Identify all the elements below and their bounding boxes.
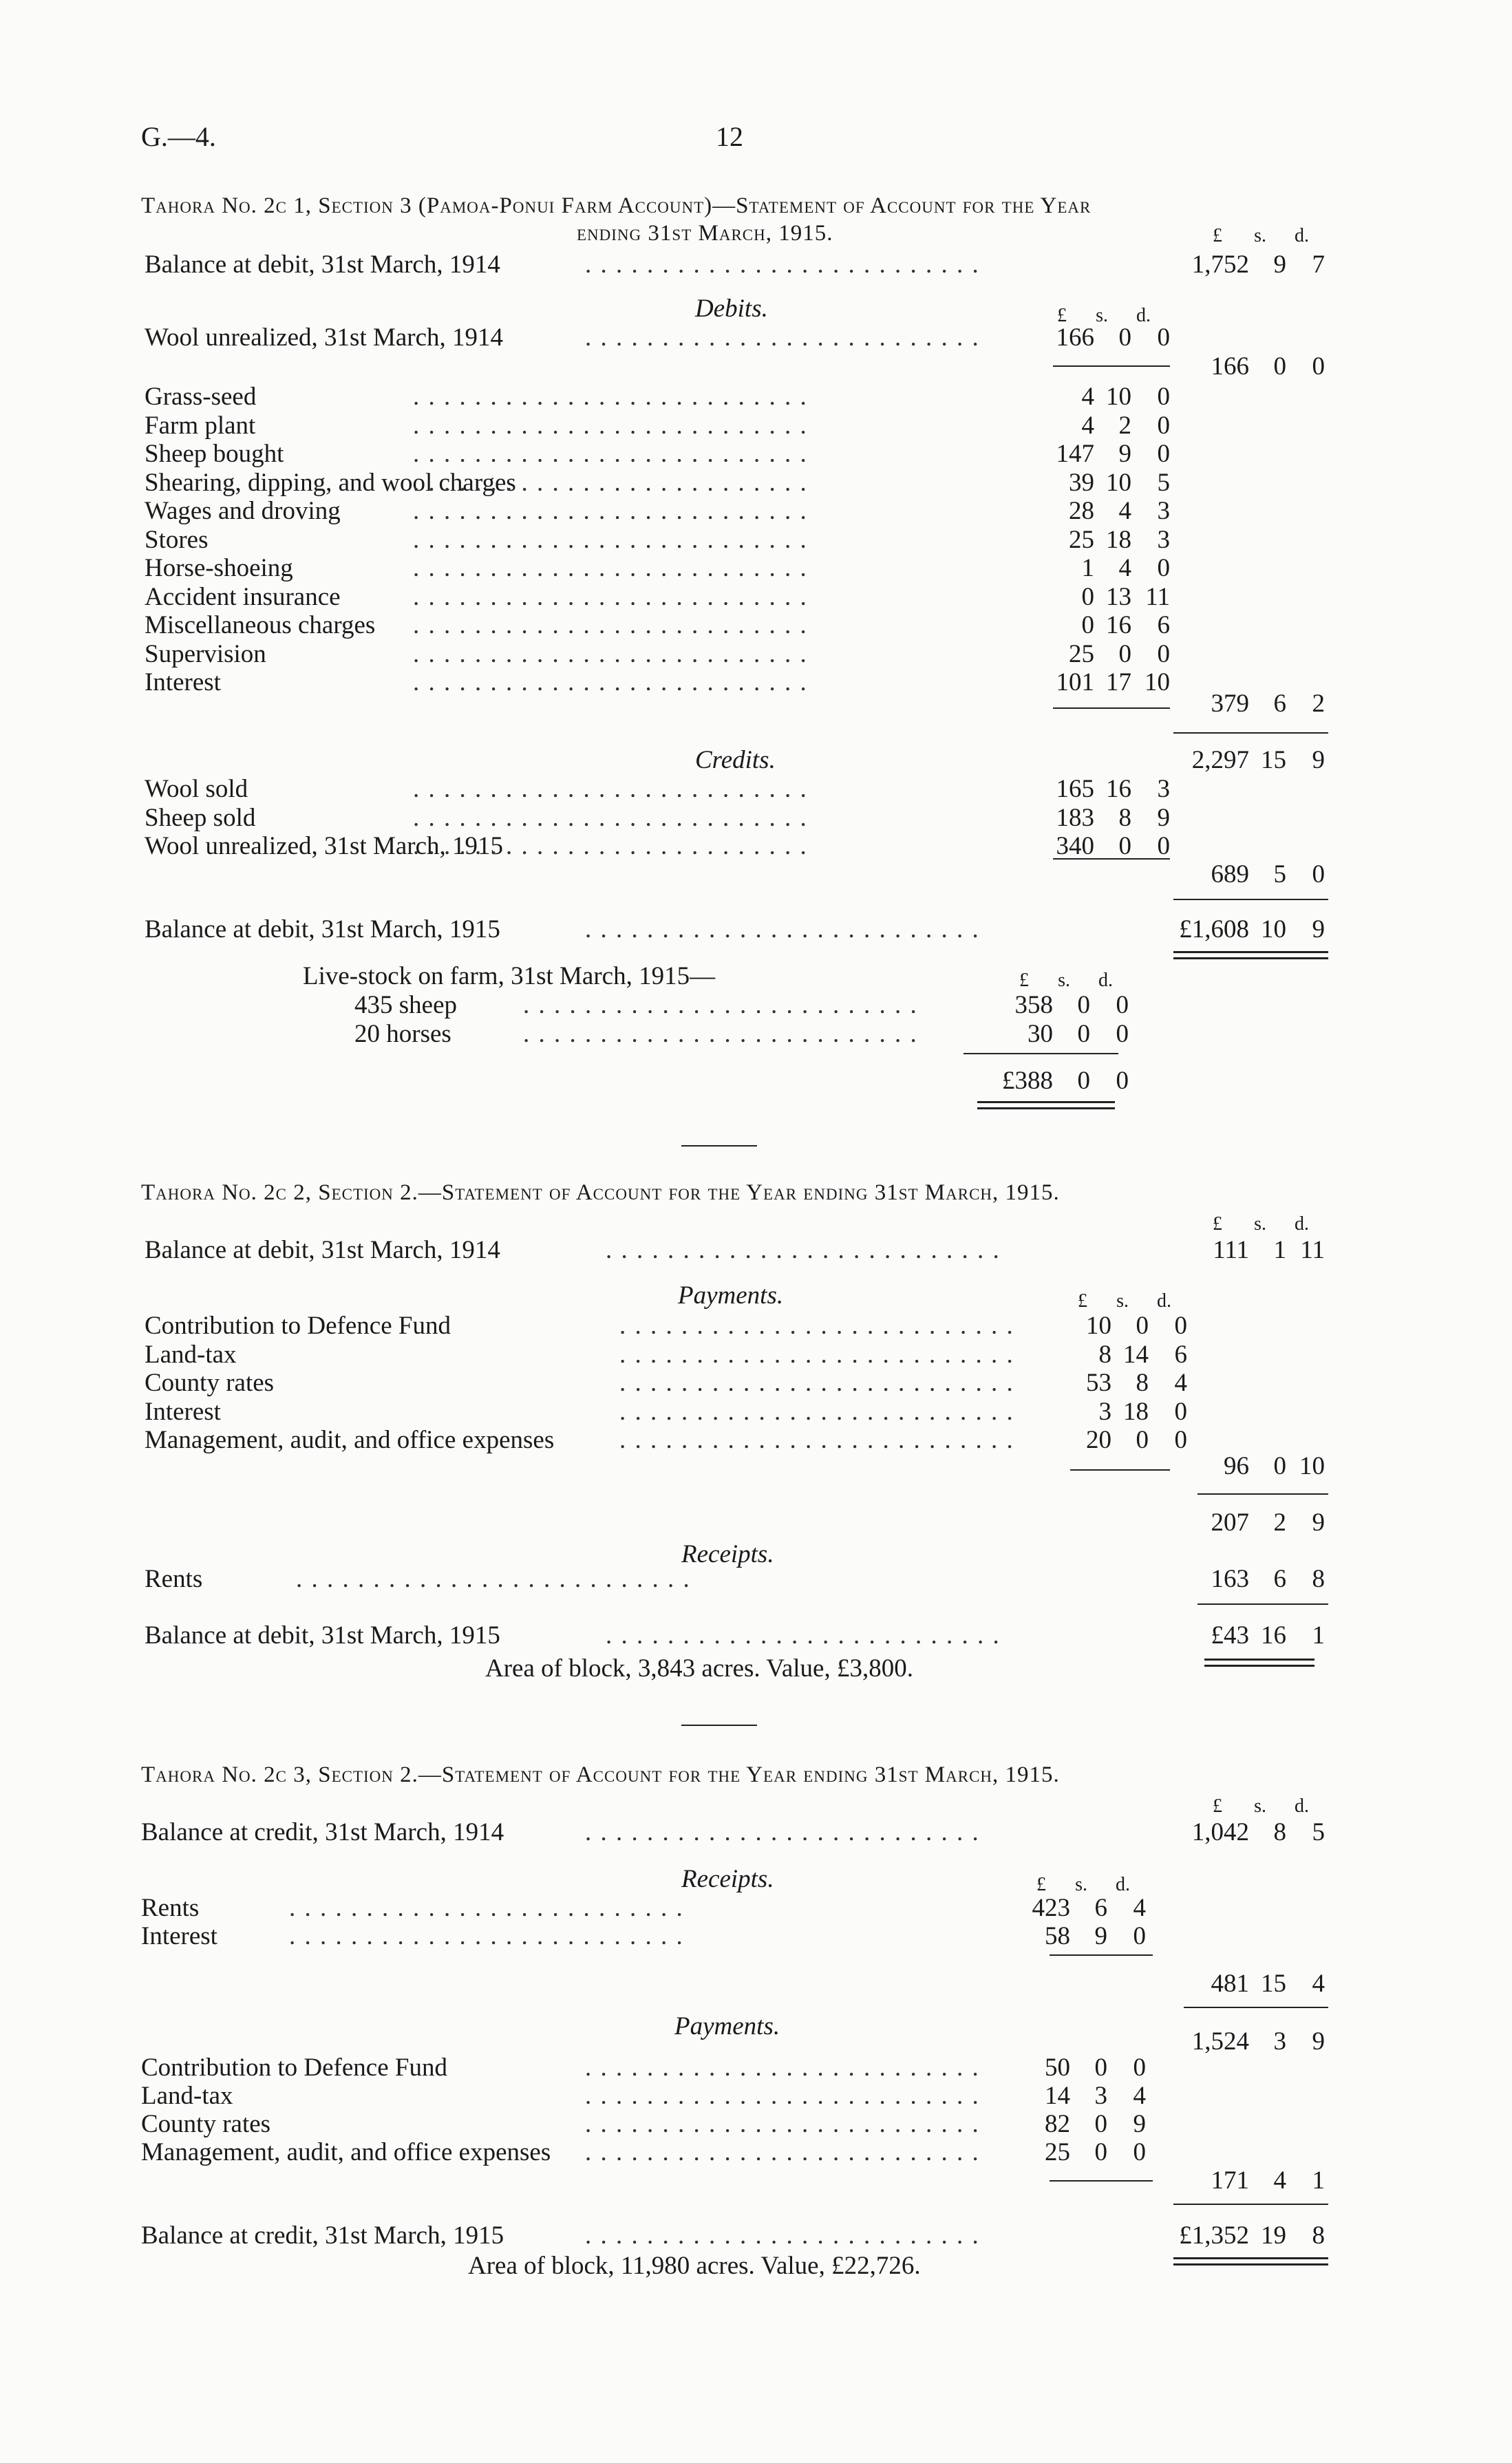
- rule: [1197, 1603, 1328, 1605]
- lsd-header: £ s. d.: [1078, 1290, 1171, 1312]
- ledger-row-label: Shearing, dipping, and wool charges: [145, 468, 516, 497]
- opening-balance-label: Balance at credit, 31st March, 1914: [141, 1818, 504, 1846]
- rule: [1184, 2007, 1328, 2008]
- leader-dots: . . . . . . . . . . . . . . . . . . . . . . . . . .: [523, 991, 918, 1019]
- ledger-row-label: Management, audit, and office expenses: [141, 2138, 551, 2166]
- rule: [1197, 1493, 1328, 1495]
- leader-dots: . . . . . . . . . . . . . . . . . . . . . . . . . .: [413, 497, 808, 525]
- leader-dots: . . . . . . . . . . . . . . . . . . . . . . . . . .: [619, 1312, 1014, 1340]
- leader-dots: . . . . . . . . . . . . . . . . . . . . . . . . . .: [289, 1894, 684, 1922]
- leader-dots: . . . . . . . . . . . . . . . . . . . . . . . . . .: [619, 1397, 1014, 1426]
- leader-dots: . . . . . . . . . . . . . . . . . . . . . . . . . .: [413, 468, 808, 497]
- double-rule: [1173, 2257, 1328, 2265]
- ledger-row-label: Stores: [145, 525, 209, 554]
- ledger-row-label: Sheep bought: [145, 440, 284, 468]
- ledger-row-label: Wages and droving: [145, 497, 341, 525]
- rule: [1173, 732, 1328, 734]
- leader-dots: . . . . . . . . . . . . . . . . . . . . . . . . . .: [413, 611, 808, 639]
- payments-heading: Payments.: [674, 2012, 780, 2040]
- section-divider: [681, 1145, 757, 1147]
- receipts-heading: Receipts.: [681, 1865, 774, 1893]
- section-divider: [681, 1725, 757, 1726]
- leader-dots: . . . . . . . . . . . . . . . . . . . . . . . . . .: [413, 411, 808, 440]
- wool-unrealized-label: Wool unrealized, 31st March, 1914: [145, 323, 504, 352]
- leader-dots: . . . . . . . . . . . . . . . . . . . . . . . . . .: [289, 1922, 684, 1950]
- ledger-row-label: Contribution to Defence Fund: [141, 2054, 447, 2082]
- leader-dots: . . . . . . . . . . . . . . . . . . . . . . . . . .: [585, 2221, 980, 2250]
- rule: [1173, 899, 1328, 900]
- leader-dots: . . . . . . . . . . . . . . . . . . . . . . . . . .: [585, 2138, 980, 2166]
- ledger-row-label: Interest: [141, 1922, 217, 1950]
- leader-dots: . . . . . . . . . . . . . . . . . . . . . . . . . .: [413, 803, 808, 832]
- ledger-row-label: County rates: [141, 2110, 271, 2138]
- ledger-row-label: Interest: [145, 1397, 221, 1426]
- leader-dots: . . . . . . . . . . . . . . . . . . . . . . . . . .: [606, 1236, 1001, 1264]
- rule: [1053, 365, 1170, 367]
- leader-dots: . . . . . . . . . . . . . . . . . . . . . . . . . .: [585, 250, 980, 279]
- opening-balance-label: Balance at debit, 31st March, 1914: [145, 1236, 500, 1264]
- leader-dots: . . . . . . . . . . . . . . . . . . . . . . . . . .: [585, 2110, 980, 2138]
- leader-dots: . . . . . . . . . . . . . . . . . . . . . . . . . .: [413, 832, 808, 860]
- leader-dots: . . . . . . . . . . . . . . . . . . . . . . . . . .: [523, 1019, 918, 1048]
- double-rule: [1204, 1659, 1314, 1667]
- block-area-value-note: Area of block, 3,843 acres. Value, £3,800.: [485, 1654, 913, 1683]
- closing-balance-label: Balance at debit, 31st March, 1915: [145, 915, 500, 943]
- ledger-row-label: Wool unrealized, 31st March, 1915: [145, 832, 504, 860]
- rule: [1173, 2204, 1328, 2205]
- opening-balance-label: Balance at debit, 31st March, 1914: [145, 250, 500, 279]
- lsd-header: £ s. d.: [1213, 1213, 1309, 1235]
- double-rule: [977, 1101, 1115, 1109]
- closing-balance-label: Balance at credit, 31st March, 1915: [141, 2221, 504, 2250]
- block-area-value-note: Area of block, 11,980 acres. Value, £22,726.: [468, 2252, 921, 2280]
- section-title-continued: ending 31st March, 1915.: [577, 221, 833, 246]
- lsd-header: £ s. d.: [1036, 1874, 1130, 1895]
- leader-dots: . . . . . . . . . . . . . . . . . . . . . . . . . .: [619, 1369, 1014, 1397]
- ledger-row-label: Wool sold: [145, 775, 248, 803]
- leader-dots: . . . . . . . . . . . . . . . . . . . . . . . . . .: [585, 2082, 980, 2110]
- lsd-header: £ s. d.: [1019, 970, 1113, 991]
- ledger-row-label: County rates: [145, 1369, 275, 1397]
- rule: [1053, 707, 1170, 709]
- rule: [1053, 858, 1170, 860]
- page-reference: G.—4.: [141, 121, 216, 152]
- leader-dots: . . . . . . . . . . . . . . . . . . . . . . . . . .: [413, 582, 808, 611]
- leader-dots: . . . . . . . . . . . . . . . . . . . . . . . . . .: [413, 383, 808, 411]
- leader-dots: . . . . . . . . . . . . . . . . . . . . . . . . . .: [413, 525, 808, 554]
- leader-dots: . . . . . . . . . . . . . . . . . . . . . . . . . .: [296, 1565, 691, 1593]
- ledger-row-label: 435 sheep: [354, 991, 457, 1019]
- payments-heading: Payments.: [678, 1281, 784, 1310]
- rule: [963, 1053, 1118, 1054]
- leader-dots: . . . . . . . . . . . . . . . . . . . . . . . . . .: [413, 668, 808, 696]
- closing-balance-label: Balance at debit, 31st March, 1915: [145, 1621, 500, 1650]
- leader-dots: . . . . . . . . . . . . . . . . . . . . . . . . . .: [413, 775, 808, 803]
- leader-dots: . . . . . . . . . . . . . . . . . . . . . . . . . .: [413, 554, 808, 582]
- section-title: Tahora No. 2c 2, Section 2.—Statement of Account for the Year ending 31st March, 1915.: [141, 1180, 1060, 1205]
- leader-dots: . . . . . . . . . . . . . . . . . . . . . . . . . .: [606, 1621, 1001, 1650]
- ledger-row-label: Miscellaneous charges: [145, 611, 376, 639]
- ledger-row-label: Management, audit, and office expenses: [145, 1426, 555, 1454]
- leader-dots: . . . . . . . . . . . . . . . . . . . . . . . . . .: [413, 639, 808, 668]
- receipts-heading: Receipts.: [681, 1540, 774, 1568]
- ledger-row-label: Land-tax: [141, 2082, 233, 2110]
- lsd-header: £ s. d.: [1213, 225, 1309, 246]
- rule: [1050, 1954, 1153, 1956]
- section-title: Tahora No. 2c 3, Section 2.—Statement of Account for the Year ending 31st March, 1915.: [141, 1762, 1060, 1787]
- ledger-row-label: Horse-shoeing: [145, 554, 293, 582]
- leader-dots: . . . . . . . . . . . . . . . . . . . . . . . . . .: [619, 1426, 1014, 1454]
- ledger-row-label: Supervision: [145, 639, 266, 668]
- rule: [1070, 1469, 1170, 1471]
- ledger-row-label: 20 horses: [354, 1019, 451, 1048]
- debits-heading: Debits.: [695, 295, 768, 323]
- lsd-header: £ s. d.: [1057, 305, 1151, 326]
- leader-dots: . . . . . . . . . . . . . . . . . . . . . . . . . .: [619, 1340, 1014, 1369]
- ledger-row-label: Accident insurance: [145, 582, 341, 611]
- ledger-row-label: Farm plant: [145, 411, 256, 440]
- ledger-row-label: Rents: [141, 1894, 200, 1922]
- credits-heading: Credits.: [695, 746, 776, 774]
- rule: [1050, 2180, 1153, 2182]
- leader-dots: . . . . . . . . . . . . . . . . . . . . . . . . . .: [585, 915, 980, 943]
- leader-dots: . . . . . . . . . . . . . . . . . . . . . . . . . .: [585, 2054, 980, 2082]
- page-number: 12: [716, 121, 743, 152]
- ledger-row-label: Interest: [145, 668, 221, 696]
- ledger-row-label: Grass-seed: [145, 383, 257, 411]
- leader-dots: . . . . . . . . . . . . . . . . . . . . . . . . . .: [585, 1818, 980, 1846]
- ledger-row-label: Contribution to Defence Fund: [145, 1312, 451, 1340]
- leader-dots: . . . . . . . . . . . . . . . . . . . . . . . . . .: [585, 323, 980, 352]
- lsd-header: £ s. d.: [1213, 1795, 1309, 1817]
- leader-dots: . . . . . . . . . . . . . . . . . . . . . . . . . .: [413, 440, 808, 468]
- rents-label: Rents: [145, 1565, 203, 1593]
- double-rule: [1173, 951, 1328, 959]
- ledger-row-label: Sheep sold: [145, 803, 256, 832]
- ledger-row-label: Land-tax: [145, 1340, 237, 1369]
- section-title: Tahora No. 2c 1, Section 3 (Pamoa-Ponui Farm Account)—Statement of Account for the Year: [141, 193, 1092, 218]
- livestock-heading: Live-stock on farm, 31st March, 1915—: [303, 962, 716, 990]
